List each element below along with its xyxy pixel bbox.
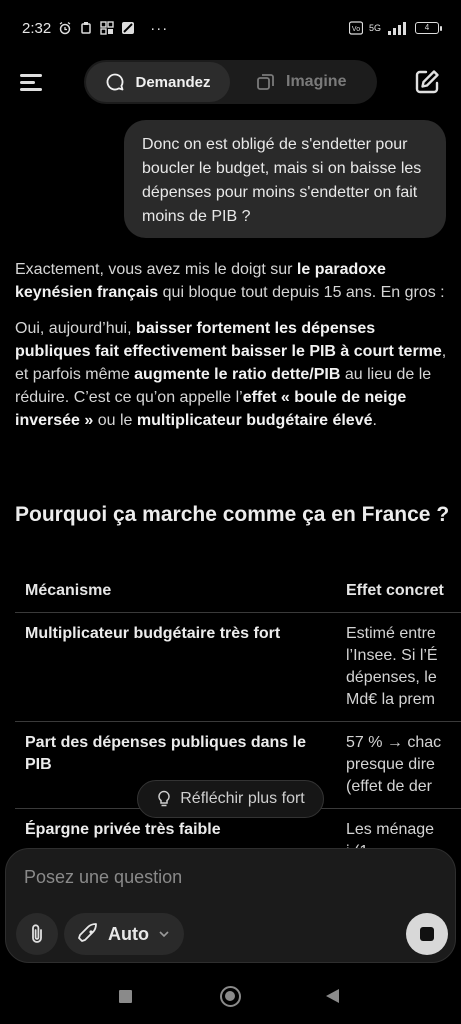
new-chat-icon[interactable] (413, 68, 441, 96)
paperclip-icon (28, 923, 46, 945)
user-message-text: Donc on est obligé de s'endetter pour boucler le budget, mais si on baisse les dépenses pour moins s'endetter on fait moins de PIB ? (142, 136, 422, 225)
table-header-row (15, 570, 461, 613)
table-cell-effect: 57 % → chac presque dire (effet de der (346, 734, 442, 795)
network-type: 5G (368, 23, 381, 33)
chevron-down-icon (157, 927, 171, 941)
recents-icon[interactable] (119, 990, 132, 1003)
stop-icon (420, 927, 434, 941)
tab-imagine-label: Imagine (286, 73, 347, 90)
imagine-icon (256, 72, 276, 92)
table-row (15, 613, 461, 722)
model-mode-label: Auto (108, 923, 149, 944)
home-icon[interactable] (220, 986, 241, 1007)
section-heading: Pourquoi ça marche comme ça en France ? (15, 503, 450, 526)
rocket-icon (78, 923, 100, 945)
attach-button[interactable] (16, 913, 58, 955)
model-mode-selector[interactable] (64, 913, 184, 955)
alarm-icon (58, 21, 72, 35)
table-cell-mechanism: Multiplicateur budgétaire très fort (25, 625, 281, 642)
mode-switch (84, 60, 377, 104)
more-notifications: ··· (150, 19, 169, 37)
system-nav-bar (0, 970, 461, 1024)
mechanism-table (15, 570, 461, 873)
table-header-cell: Effet concret (346, 582, 444, 599)
battery-icon: 4 (415, 22, 439, 34)
tab-demandez[interactable] (86, 62, 230, 102)
tab-imagine[interactable] (256, 62, 374, 102)
table-cell-effect: Estimé entre l’Insee. Si l’É dépenses, le Md€ la prem (346, 625, 438, 708)
table-cell-mechanism: Part des dépenses publiques dans le PIB (25, 734, 306, 773)
lightbulb-icon (156, 790, 172, 808)
app-icon (121, 21, 135, 35)
question-input[interactable] (24, 863, 424, 891)
grid-app-icon (100, 21, 114, 35)
status-time: 2:32 (22, 19, 52, 37)
tab-demandez-label: Demandez (135, 73, 211, 91)
user-message-bubble (124, 120, 446, 238)
svg-text:Vo: Vo (351, 26, 361, 33)
signal-icon (387, 21, 409, 35)
think-harder-button[interactable] (137, 780, 324, 818)
notification-icon (79, 21, 93, 35)
table-cell-effect: Les ménage (346, 821, 435, 838)
answer-paragraph-1: Exactement, vous avez mis le doigt sur le paradoxe keynésien français qui bloque tout depuis 15 ans. En gros : (15, 261, 445, 301)
back-icon[interactable] (326, 989, 339, 1003)
answer-paragraph-2: Oui, aujourd’hui, baisser fortement les dépenses publiques fait effectivement baisser le PIB à court terme, et parfois même augmente le ratio dette/PIB au lieu de le réduire. C’est ce qu’on appelle l’effet « boule de neige inversée » ou le multiplicateur budgétaire élevé. (15, 320, 447, 429)
top-bar (0, 58, 461, 106)
volte-icon (349, 21, 363, 35)
table-cell-mechanism: Épargne privée très faible (25, 821, 221, 838)
table-header-cell: Mécanisme (25, 582, 112, 599)
stop-button[interactable] (406, 913, 448, 955)
status-bar (0, 0, 461, 56)
menu-button[interactable] (18, 68, 46, 96)
think-harder-label: Réfléchir plus fort (180, 790, 305, 807)
composer (5, 848, 456, 963)
chat-bubble-icon (105, 72, 125, 92)
assistant-answer (15, 258, 455, 445)
